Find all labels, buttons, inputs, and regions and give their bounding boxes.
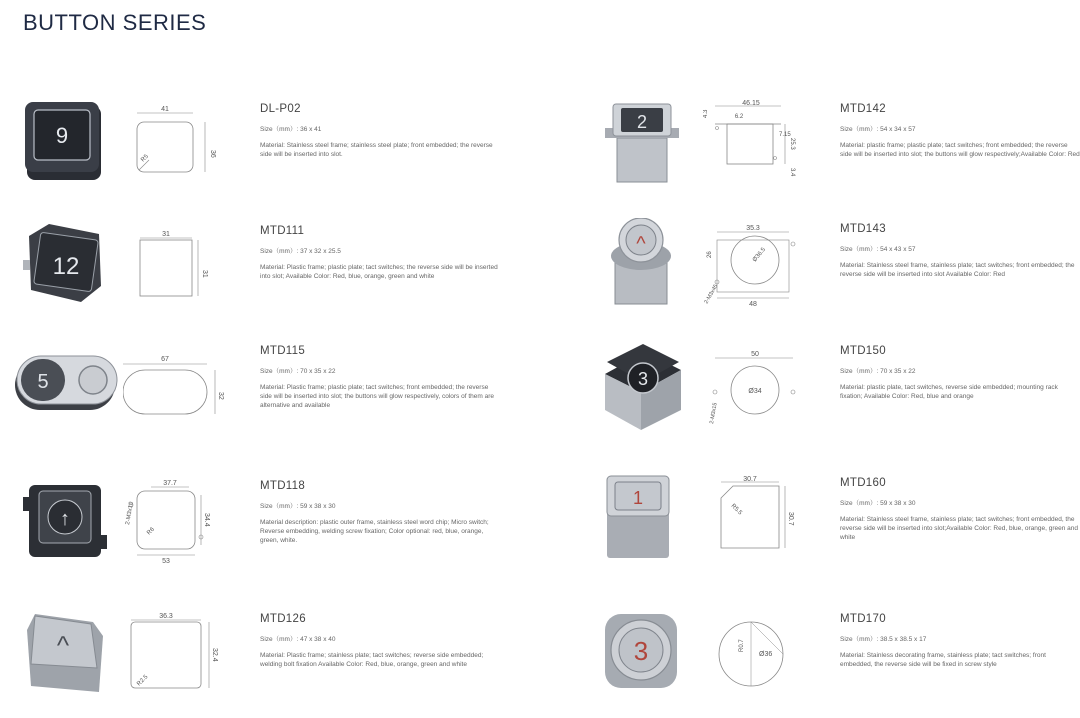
dimension-drawing — [123, 340, 233, 430]
page-title: BUTTON SERIES — [23, 10, 207, 35]
product-info — [840, 477, 1080, 542]
dimension-drawing — [703, 98, 813, 188]
svg-text:2-M3x10: 2-M3x10 — [125, 501, 136, 526]
svg-text:R6: R6 — [146, 526, 156, 537]
product-info — [840, 345, 1080, 401]
product-card-dl-p02 — [23, 98, 543, 208]
product-card-mtd170 — [603, 608, 1080, 718]
face-label: 3 — [637, 369, 649, 389]
svg-text:R5.5: R5.5 — [729, 503, 743, 517]
material-description: Material: Plastic frame; stainless plate; tact switches; reverse side embedded; welding bolt fixation Available Color: Red, blue, orange, green and white — [260, 652, 484, 668]
dimension-drawing — [123, 220, 233, 310]
product-photo — [603, 472, 693, 562]
model-name: MTD111 — [260, 225, 305, 237]
svg-text:R2.5: R2.5 — [136, 674, 150, 688]
product-card-mtd126 — [23, 608, 543, 718]
size-spec: Size（mm）: 37 x 32 x 25.5 — [260, 248, 341, 255]
product-info — [260, 225, 500, 281]
size-spec: Size（mm）: 59 x 38 x 30 — [260, 503, 336, 510]
svg-text:R0.7: R0.7 — [739, 639, 745, 652]
svg-text:25.3: 25.3 — [789, 138, 795, 150]
model-name: MTD142 — [840, 103, 886, 115]
size-spec: Size（mm）: 47 x 38 x 40 — [260, 636, 336, 643]
svg-text:31: 31 — [201, 270, 208, 278]
product-photo — [13, 340, 123, 430]
face-label: ^ — [636, 233, 646, 255]
size-spec: Size（mm）: 54 x 34 x 57 — [840, 126, 916, 133]
svg-text:48: 48 — [749, 301, 757, 308]
svg-text:Ø34: Ø34 — [748, 388, 762, 395]
material-description: Material: plastic frame; plastic plate; tact switches; front embedded; the reverse side will be inserted into slot; the buttons will glow respectively;Available Color: Red — [840, 142, 1080, 158]
product-info — [260, 613, 500, 669]
product-card-mtd143 — [603, 218, 1080, 328]
face-label: 2 — [636, 112, 648, 132]
material-description: Material: plastic plate, tact switches, reverse side embedded; mounting rack fixation; Available Color: Red, blue and orange — [840, 384, 1058, 400]
svg-text:32: 32 — [217, 392, 224, 400]
material-description: Material: Stainless steel frame; stainless steel plate; front embedded; the reverse side will be inserted into slot. — [260, 142, 493, 158]
material-description: Material: Plastic frame; plastic plate; tact switches; the reverse side will be inserted into slot; Available Color: Red, blue, orange, green and white — [260, 264, 498, 280]
face-label: ^ — [56, 630, 70, 660]
svg-text:53: 53 — [162, 558, 170, 565]
dimension-drawing — [703, 218, 813, 308]
product-photo — [23, 220, 113, 310]
product-photo — [23, 608, 113, 698]
size-spec: Size（mm）: 54 x 43 x 57 — [840, 246, 916, 253]
svg-text:4.3: 4.3 — [703, 109, 709, 118]
svg-text:46.15: 46.15 — [742, 100, 760, 107]
svg-text:2-M3x45: 2-M3x45 — [703, 283, 720, 305]
face-label: 3 — [633, 636, 649, 666]
dimension-drawing — [703, 608, 813, 698]
material-description: Material: Plastic frame; plastic plate; tact switches; front embedded; the reverse side will be inserted into slot; the buttons will glow respectively, colors of them are alternative and available — [260, 384, 494, 409]
face-label: 1 — [632, 488, 644, 508]
svg-text:2-M3x15: 2-M3x15 — [709, 402, 719, 425]
model-name: MTD126 — [260, 613, 306, 625]
model-name: MTD150 — [840, 345, 886, 357]
product-info — [260, 345, 500, 410]
product-info — [840, 223, 1080, 279]
product-photo — [23, 98, 113, 188]
size-spec: Size（mm）: 59 x 38 x 30 — [840, 500, 916, 507]
size-spec: Size（mm）: 36 x 41 — [260, 126, 322, 133]
svg-text:35.3: 35.3 — [746, 225, 760, 232]
material-description: Material: Stainless steel frame, stainless plate; tact switches; front embedded; the reverse side will be inserted into slot Available Color: Red — [840, 262, 1075, 278]
model-name: MTD170 — [840, 613, 886, 625]
model-name: MTD143 — [840, 223, 886, 235]
product-card-mtd142 — [603, 98, 1080, 208]
product-card-mtd118 — [23, 475, 543, 585]
size-spec: Size（mm）: 38.5 x 38.5 x 17 — [840, 636, 927, 643]
model-name: MTD160 — [840, 477, 886, 489]
svg-text:41: 41 — [161, 106, 169, 113]
svg-text:32.4: 32.4 — [211, 648, 218, 662]
product-info — [840, 613, 1080, 669]
product-info — [260, 103, 500, 159]
face-label: 9 — [55, 123, 69, 148]
product-photo — [23, 475, 113, 565]
face-label: 12 — [52, 253, 80, 280]
svg-text:31: 31 — [162, 231, 170, 238]
svg-text:Ø36: Ø36 — [759, 651, 773, 658]
svg-text:67: 67 — [161, 356, 169, 363]
model-name: DL-P02 — [260, 103, 301, 115]
material-description: Material: Stainless decorating frame, stainless plate; tact switches; front embedded, the reverse side will be fixed in screw style — [840, 652, 1046, 668]
material-description: Material: Stainless steel frame, stainless plate; tact switches; front embedded, the reverse side will be inserted into slot;Available Color: Red, blue, orange, green and white — [840, 516, 1078, 541]
size-spec: Size（mm）: 70 x 35 x 22 — [260, 368, 336, 375]
material-description: Material description: plastic outer frame, stainless steel word chip; Micro switch; Reverse embedding, welding screw fixation; Color optional: red, blue, orange, green, white. — [260, 519, 489, 544]
model-name: MTD115 — [260, 345, 306, 357]
product-card-mtd160 — [603, 472, 1080, 582]
svg-text:7.15: 7.15 — [779, 132, 791, 138]
model-name: MTD118 — [260, 480, 306, 492]
svg-text:6.2: 6.2 — [734, 114, 744, 120]
face-label: ↑ — [60, 508, 70, 530]
svg-text:R5: R5 — [140, 153, 150, 164]
product-photo — [603, 340, 693, 430]
product-card-mtd115 — [13, 340, 533, 450]
product-photo — [603, 608, 693, 698]
dimension-drawing — [123, 98, 233, 188]
size-spec: Size（mm）: 70 x 35 x 22 — [840, 368, 916, 375]
product-card-mtd150 — [603, 340, 1080, 450]
svg-text:30.7: 30.7 — [787, 512, 794, 526]
dimension-drawing — [703, 340, 813, 430]
svg-text:36: 36 — [209, 150, 216, 158]
product-info — [840, 103, 1080, 159]
svg-text:Ø36.5: Ø36.5 — [751, 246, 768, 264]
svg-text:26: 26 — [707, 251, 713, 258]
svg-text:34.4: 34.4 — [203, 513, 210, 527]
product-info — [260, 480, 500, 545]
svg-text:30.7: 30.7 — [743, 476, 757, 483]
product-photo — [603, 98, 693, 188]
face-label: 5 — [37, 371, 49, 393]
dimension-drawing — [123, 475, 233, 565]
dimension-drawing — [703, 472, 813, 562]
product-photo — [603, 218, 693, 308]
svg-text:37.7: 37.7 — [163, 480, 177, 487]
svg-text:50: 50 — [751, 351, 759, 358]
product-card-mtd111 — [23, 220, 543, 330]
svg-text:36.3: 36.3 — [159, 613, 173, 620]
svg-text:3.4: 3.4 — [789, 168, 795, 177]
dimension-drawing — [123, 608, 233, 698]
